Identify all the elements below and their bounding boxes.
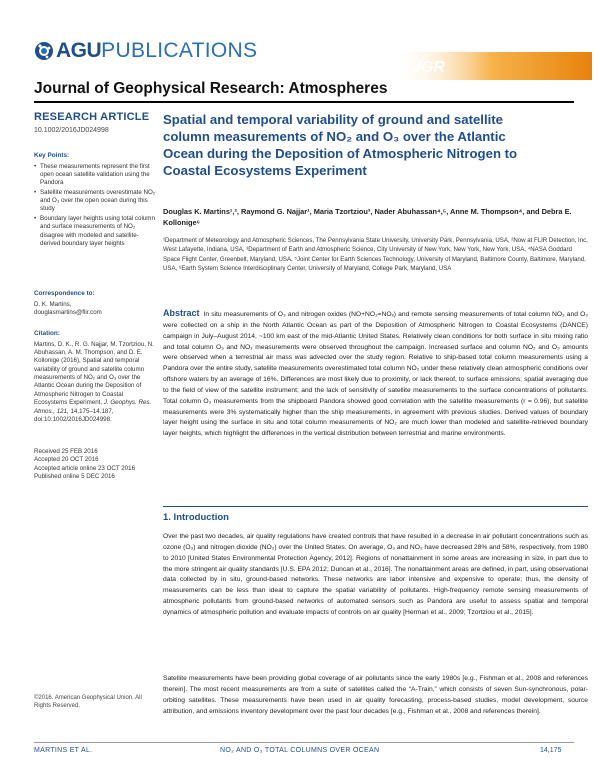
article-title: Spatial and temporal variability of ground and satellite column measurements of NO₂ and O₃ over the Atlantic Ocean during the Deposition of Atmospheric Nitrogen to Coastal Ecosystems Experiment	[163, 112, 518, 179]
article-type: RESEARCH ARTICLE	[34, 111, 150, 123]
copyright: ©2016. American Geophysical Union. All Rights Reserved.	[34, 695, 142, 710]
key-points-heading: Key Points:	[34, 152, 70, 159]
intro-paragraph-1: Over the past two decades, air quality regulations have created controls that have resulted in a decrease in air pollutant concentrations such as ozone (O₃) and nitrogen dioxide (NO₂) over the United States. On average, O₃ and NO₂ have decreased 28% and 58%, respectively, from 1980 to 2010 [United States Environmental Protection Agency, 2012]. Regions of nonattainment in some areas are increasing in size, in part due to the more stringent air quality standards [U.S. EPA 2012; Duncan et al., 2016]. The nonattainment areas are defined, in part, using observational data collected by in situ, ground-based networks. These networks are labor intensive and expensive to operate; thus, the density of measurements can be less than ideal to capture the spatial variability of pollutants. High-frequency remote sensing measurements of atmospheric pollutants from ground-based networks of automated sensors such as Pandora are useful to assess spatial and temporal dynamics of atmospheric pollution and evaluate impacts of controls on air quality [Herman et al., 2009; Tzortziou et al., 2015].	[163, 533, 588, 616]
doi[interactable]: 10.1002/2016JD024998	[34, 127, 109, 134]
date-accepted: Accepted 20 OCT 2016	[34, 456, 99, 464]
section-rule	[163, 506, 588, 507]
affiliations: ¹Department of Meteorology and Atmospheric Sciences, The Pennsylvania State University, University Park, Pennsylvania, USA, ²Now at FLIR Detection, Inc, West Lafayette, Indiana, USA, ³Department of Earth and Atmospheric Science, City University of New York, New York, New York, USA, ⁴NASA Goddard Space Flight Center, Greenbelt, Maryland, USA, ⁵Joint Center for Earth Sciences Technology, University of Maryland, Baltimore County, Baltimore, Maryland, USA, ⁶Earth System Science Interdisciplinary Center, University of Maryland, College Park, Maryland, USA	[163, 237, 588, 273]
correspondence	[34, 290, 158, 317]
key-point: • Satellite measurements overestimate NO₂ and O₃ over the open ocean during this study	[34, 189, 158, 214]
key-point: • Boundary layer heights using total column and surface measurements of NO₂ disagree with modeled and satellite-derived boundary layer heights	[34, 215, 158, 248]
logo-publications-text: PUBLICATIONS	[101, 39, 258, 62]
abstract	[163, 306, 588, 440]
jgr-banner	[392, 52, 592, 80]
authors: Douglas K. Martins¹,², Raymond G. Najjar¹, Maria Tzortziou³, Nader Abuhassan⁴,⁵, Anne M. Thompson⁴, and Debra E. Kollonige⁶	[163, 207, 572, 228]
section-heading-introduction: 1. Introduction	[163, 512, 229, 523]
agu-publications-logo	[34, 38, 257, 64]
jgr-label: JGR	[412, 59, 445, 76]
citation	[34, 330, 158, 424]
key-points	[34, 152, 158, 249]
citation-journal: J. Geophys. Res. Atmos., 121,	[34, 399, 152, 415]
key-point: • These measurements represent the first open ocean satellite validation using the Pandora	[34, 163, 158, 188]
intro-paragraph-2: Satellite measurements have been providing global coverage of air pollutants since the early 1980s [e.g., Fishman et al., 2008 and references therein]. The most recent measurements are from a suite of satellites called the “A-Train,” which consists of seven Sun-synchronous, polar-orbiting satellites. These measurements have been used in air quality forecasting, process-based studies, model development, source attribution, and emissions inventory development over the past four decades [e.g., Fishman et al., 2008 and references therein].	[163, 675, 588, 715]
abstract-text: In situ measurements of O₃ and nitrogen oxides (NO+NO₂=NOₓ) and remote sensing measurements of total column NO₂ and O₃ were collected on a ship in the North Atlantic Ocean as part of the Deposition of Atmospheric Nitrogen to Coastal Ecosystems (DANCE) campaign in July–August 2014, ~100 km east of the mid-Atlantic United States. Relatively clean conditions for both surface in situ mixing ratio and total column O₃ and NO₂ measurements were observed throughout the campaign. Increased surface and column NO₂ and O₃ amounts were observed when a terrestrial air mass was advected over the study region. Relative to ship-based total column measurements using a Pandora over the entire study, satellite measurements overestimated total column NO₂ under these relatively clean atmospheric conditions over offshore waters by an average of 16%. Differences are most likely due to proximity, or lack thereof, to surface emissions; spatial averaging due to the field of view of the satellite instrument; and the lack of sensitivity of satellite measurements to the surface concentrations of pollutants. Total column O₃ measurements from the shipboard Pandora showed good correlation with the satellite measurements (r = 0.96), but satellite measurements were 3% systematically higher than the ship measurements, in agreement with previous studies. Derived values of boundary layer height using the surface in situ and total column measurements of NO₂ are much lower than modeled and satellite-retrieved boundary layer heights, which highlight the differences in the vertical distribution between terrestrial and marine environments.	[163, 311, 588, 438]
article-dates	[34, 448, 158, 481]
footer-authors: MARTINS ET AL.	[34, 747, 93, 754]
date-published: Published online 5 DEC 2016	[34, 473, 115, 481]
header-rule	[34, 101, 574, 103]
footer-rule	[34, 742, 574, 743]
citation-pages: 14,175–14,187, doi:10.1002/2016JD024998.	[34, 407, 114, 423]
globe-icon	[34, 41, 54, 61]
correspondence-name: D. K. Martins,	[34, 300, 72, 308]
citation-heading: Citation:	[34, 330, 60, 337]
footer-running-title: NO₂ AND O₃ TOTAL COLUMNS OVER OCEAN	[220, 747, 380, 754]
journal-title: Journal of Geophysical Research: Atmospheres	[34, 80, 388, 97]
page-number: 14,175	[540, 747, 562, 754]
citation-body: Martins, D. K., R. G. Najjar, M. Tzortziou, N. Abuhassan, A. M. Thompson, and D. E. Kollonige (2016), Spatial and temporal variability of ground and satellite column measurements of NO₂ and O₃ over the Atlantic Ocean during the Deposition of Atmospheric Nitrogen to Coastal Ecosystems Experiment,	[34, 340, 154, 407]
correspondence-heading: Correspondence to:	[34, 290, 95, 297]
citation-text	[34, 341, 158, 425]
date-received: Received 25 FEB 2016	[34, 448, 98, 455]
logo-agu-text: AGU	[56, 39, 102, 62]
correspondence-email[interactable]: douglasmartins@flir.com	[34, 309, 102, 316]
date-online: Accepted article online 23 OCT 2016	[34, 464, 136, 472]
abstract-heading: Abstract	[163, 308, 200, 318]
